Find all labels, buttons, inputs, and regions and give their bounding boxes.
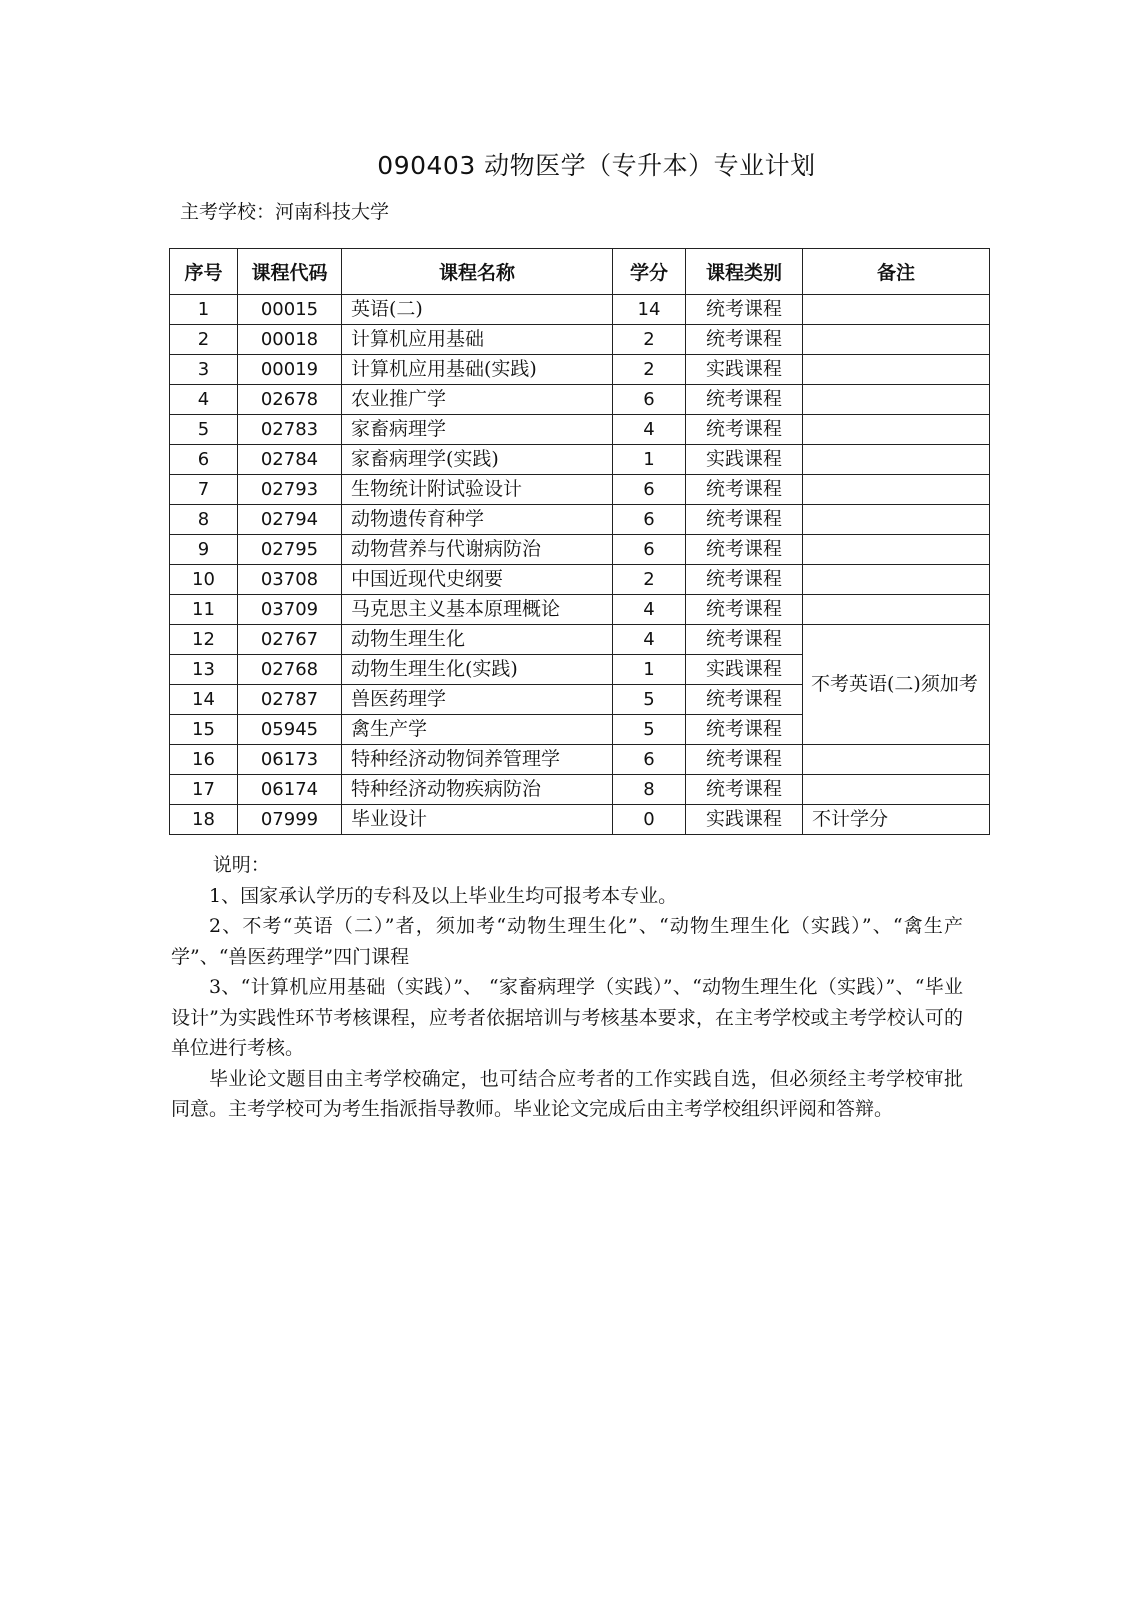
- cell-name: 动物生理生化: [342, 625, 613, 655]
- table-row: [170, 565, 990, 595]
- course-plan-table: [169, 248, 990, 835]
- cell-name: 禽生产学: [342, 715, 613, 745]
- cell-type: 实践课程: [686, 355, 803, 385]
- cell-credit: 4: [613, 595, 686, 625]
- table-row: [170, 475, 990, 505]
- cell-type: 实践课程: [686, 805, 803, 835]
- cell-code: 02678: [238, 385, 342, 415]
- header-credit: 学分: [613, 249, 686, 295]
- cell-credit: 14: [613, 295, 686, 325]
- cell-credit: 2: [613, 565, 686, 595]
- cell-name: 毕业设计: [342, 805, 613, 835]
- cell-remark: [803, 355, 990, 385]
- cell-credit: 5: [613, 685, 686, 715]
- cell-name: 特种经济动物疾病防治: [342, 775, 613, 805]
- cell-type: 统考课程: [686, 325, 803, 355]
- cell-code: 02795: [238, 535, 342, 565]
- cell-credit: 6: [613, 745, 686, 775]
- cell-no: 15: [170, 715, 238, 745]
- table-row: [170, 625, 990, 655]
- cell-no: 4: [170, 385, 238, 415]
- table-row: [170, 535, 990, 565]
- cell-no: 18: [170, 805, 238, 835]
- table-row: [170, 745, 990, 775]
- page-title: 090403 动物医学（专升本）专业计划: [377, 151, 816, 180]
- cell-name: 计算机应用基础: [342, 325, 613, 355]
- cell-remark: [803, 385, 990, 415]
- cell-type: 统考课程: [686, 505, 803, 535]
- notes-section: [171, 850, 963, 1125]
- cell-code: 02768: [238, 655, 342, 685]
- cell-type: 统考课程: [686, 295, 803, 325]
- cell-remark: [803, 445, 990, 475]
- cell-credit: 0: [613, 805, 686, 835]
- header-name: 课程名称: [342, 249, 613, 295]
- cell-no: 5: [170, 415, 238, 445]
- cell-type: 统考课程: [686, 385, 803, 415]
- cell-type: 统考课程: [686, 535, 803, 565]
- cell-code: 05945: [238, 715, 342, 745]
- cell-no: 8: [170, 505, 238, 535]
- cell-no: 10: [170, 565, 238, 595]
- table-row: [170, 385, 990, 415]
- cell-remark: [803, 505, 990, 535]
- table-header-row: [170, 249, 990, 295]
- note-item: 1、国家承认学历的专科及以上毕业生均可报考本专业。: [209, 884, 678, 907]
- cell-credit: 1: [613, 445, 686, 475]
- cell-credit: 8: [613, 775, 686, 805]
- header-no: 序号: [170, 249, 238, 295]
- cell-no: 6: [170, 445, 238, 475]
- cell-name: 动物营养与代谢病防治: [342, 535, 613, 565]
- cell-no: 7: [170, 475, 238, 505]
- table-row: [170, 775, 990, 805]
- cell-type: 实践课程: [686, 655, 803, 685]
- cell-name: 中国近现代史纲要: [342, 565, 613, 595]
- cell-credit: 4: [613, 625, 686, 655]
- cell-name: 马克思主义基本原理概论: [342, 595, 613, 625]
- cell-code: 02784: [238, 445, 342, 475]
- cell-no: 11: [170, 595, 238, 625]
- cell-type: 统考课程: [686, 625, 803, 655]
- table-row: [170, 445, 990, 475]
- cell-remark: [803, 415, 990, 445]
- cell-credit: 6: [613, 385, 686, 415]
- cell-name: 农业推广学: [342, 385, 613, 415]
- cell-code: 02787: [238, 685, 342, 715]
- cell-no: 17: [170, 775, 238, 805]
- cell-no: 14: [170, 685, 238, 715]
- cell-code: 00019: [238, 355, 342, 385]
- header-code: 课程代码: [238, 249, 342, 295]
- cell-remark: [803, 535, 990, 565]
- cell-code: 02793: [238, 475, 342, 505]
- table-row: [170, 595, 990, 625]
- cell-no: 13: [170, 655, 238, 685]
- header-remark: 备注: [803, 249, 990, 295]
- cell-remark: 不计学分: [803, 805, 990, 835]
- table-row: [170, 325, 990, 355]
- note-item: 2、不考“英语（二）”者，须加考“动物生理生化”、“动物生理生化（实践）”、“禽生产学”、“兽医药理学”四门课程: [171, 915, 963, 968]
- cell-name: 家畜病理学: [342, 415, 613, 445]
- cell-code: 07999: [238, 805, 342, 835]
- cell-type: 统考课程: [686, 415, 803, 445]
- cell-code: 02783: [238, 415, 342, 445]
- cell-no: 16: [170, 745, 238, 775]
- cell-no: 2: [170, 325, 238, 355]
- cell-remark: [803, 295, 990, 325]
- exam-school: 主考学校：河南科技大学: [180, 201, 390, 223]
- cell-remark: [803, 565, 990, 595]
- cell-name: 动物遗传育种学: [342, 505, 613, 535]
- cell-name: 特种经济动物饲养管理学: [342, 745, 613, 775]
- cell-type: 实践课程: [686, 445, 803, 475]
- cell-type: 统考课程: [686, 715, 803, 745]
- cell-type: 统考课程: [686, 595, 803, 625]
- cell-code: 03709: [238, 595, 342, 625]
- cell-name: 动物生理生化(实践): [342, 655, 613, 685]
- table-row: [170, 295, 990, 325]
- note-item: 毕业论文题目由主考学校确定，也可结合应考者的工作实践自选，但必须经主考学校审批同意。主考学校可为考生指派指导教师。毕业论文完成后由主考学校组织评阅和答辩。: [171, 1067, 963, 1120]
- cell-name: 计算机应用基础(实践): [342, 355, 613, 385]
- cell-name: 生物统计附试验设计: [342, 475, 613, 505]
- cell-remark: [803, 595, 990, 625]
- cell-remark: [803, 325, 990, 355]
- cell-name: 英语(二): [342, 295, 613, 325]
- cell-type: 统考课程: [686, 475, 803, 505]
- notes-heading: 说明：: [212, 854, 270, 876]
- table-row: [170, 505, 990, 535]
- cell-credit: 1: [613, 655, 686, 685]
- cell-remark: [803, 775, 990, 805]
- cell-remark: [803, 475, 990, 505]
- cell-credit: 6: [613, 505, 686, 535]
- cell-type: 统考课程: [686, 565, 803, 595]
- table-row: [170, 415, 990, 445]
- cell-no: 3: [170, 355, 238, 385]
- cell-type: 统考课程: [686, 685, 803, 715]
- cell-name: 家畜病理学(实践): [342, 445, 613, 475]
- cell-code: 00015: [238, 295, 342, 325]
- cell-code: 06173: [238, 745, 342, 775]
- cell-code: 03708: [238, 565, 342, 595]
- cell-credit: 5: [613, 715, 686, 745]
- cell-no: 12: [170, 625, 238, 655]
- cell-remark-merged: 不考英语(二)须加考: [803, 625, 990, 745]
- cell-credit: 2: [613, 355, 686, 385]
- cell-credit: 6: [613, 475, 686, 505]
- note-item: 3、“计算机应用基础（实践）”、 “家畜病理学（实践）”、“动物生理生化（实践）”、“毕业设计”为实践性环节考核课程，应考者依据培训与考核基本要求，在主考学校或主考学校认可的单位进行考核。: [171, 976, 963, 1059]
- cell-code: 00018: [238, 325, 342, 355]
- cell-remark: [803, 745, 990, 775]
- cell-credit: 4: [613, 415, 686, 445]
- cell-no: 1: [170, 295, 238, 325]
- cell-credit: 2: [613, 325, 686, 355]
- cell-no: 9: [170, 535, 238, 565]
- cell-type: 统考课程: [686, 775, 803, 805]
- cell-code: 06174: [238, 775, 342, 805]
- cell-type: 统考课程: [686, 745, 803, 775]
- cell-code: 02767: [238, 625, 342, 655]
- cell-name: 兽医药理学: [342, 685, 613, 715]
- table-row: [170, 355, 990, 385]
- cell-credit: 6: [613, 535, 686, 565]
- table-row: [170, 805, 990, 835]
- cell-code: 02794: [238, 505, 342, 535]
- header-type: 课程类别: [686, 249, 803, 295]
